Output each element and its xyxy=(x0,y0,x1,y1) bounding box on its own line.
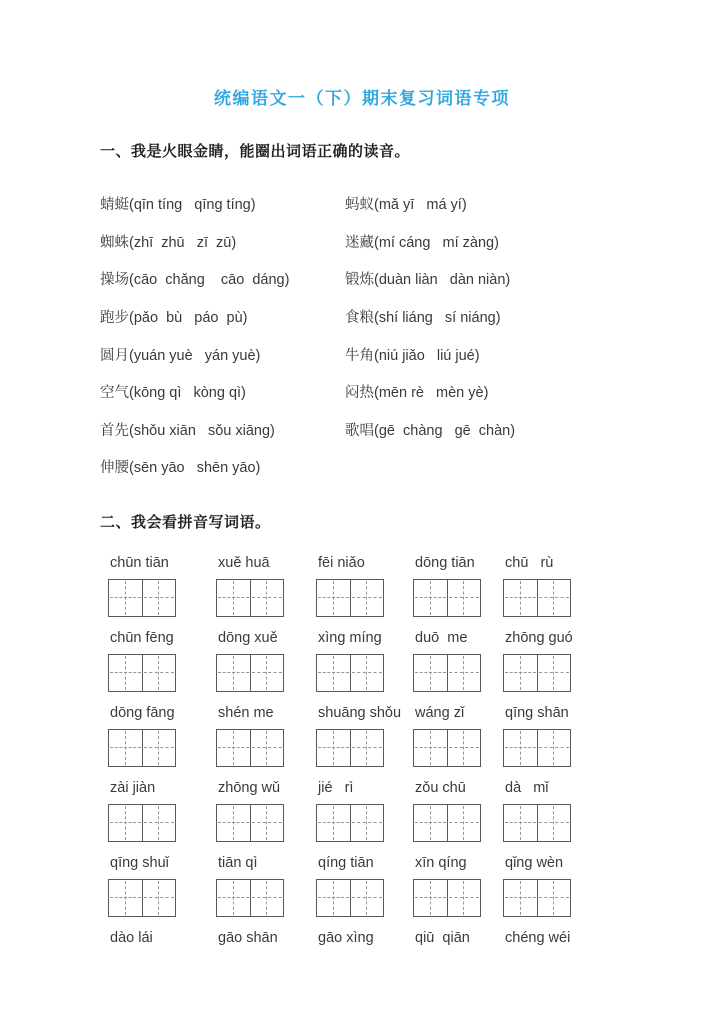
writing-grid xyxy=(316,654,384,692)
writing-grid xyxy=(413,804,481,842)
writing-grid xyxy=(413,654,481,692)
pinyin-label: xuě huā xyxy=(218,554,270,571)
pinyin-choice-item: 蚂蚁(mǎ yī má yí) xyxy=(345,197,467,214)
writing-grid xyxy=(316,729,384,767)
writing-grid xyxy=(108,579,176,617)
grid-cell xyxy=(217,580,250,616)
writing-grid xyxy=(108,879,176,917)
pinyin-label-row xyxy=(100,779,624,797)
pinyin-choice-item: 圆月(yuán yuè yán yuè) xyxy=(100,347,261,364)
pinyin-label-row xyxy=(100,554,624,572)
grid-cell xyxy=(447,580,481,616)
grid-cell xyxy=(504,730,537,766)
pinyin-choice-item: 空气(kōng qì kòng qì) xyxy=(100,385,246,402)
pinyin-label: zhōng wǔ xyxy=(218,779,281,796)
grid-cell xyxy=(537,730,571,766)
pinyin-label: qīng shuǐ xyxy=(110,854,169,871)
pinyin-choice-item: 迷藏(mí cáng mí zàng) xyxy=(345,234,499,251)
pinyin-label: qīng shān xyxy=(505,704,569,721)
grid-cell xyxy=(250,580,284,616)
writing-grid xyxy=(316,579,384,617)
pinyin-choice-item: 操场(cāo chǎng cāo dáng) xyxy=(100,272,290,289)
pinyin-write-group xyxy=(100,779,624,842)
grid-cell xyxy=(142,580,176,616)
grid-cell xyxy=(447,730,481,766)
pinyin-write-group xyxy=(100,704,624,767)
grid-cell xyxy=(142,655,176,691)
pinyin-choice-item: 跑步(pǎo bù páo pù) xyxy=(100,310,248,327)
pinyin-label: xìng míng xyxy=(318,629,382,646)
grid-cell xyxy=(250,805,284,841)
writing-grid xyxy=(316,879,384,917)
grid-cell xyxy=(414,580,447,616)
section-two-list xyxy=(100,554,624,947)
grid-cell xyxy=(447,805,481,841)
pinyin-choice-item: 蜘蛛(zhī zhū zī zū) xyxy=(100,234,237,251)
writing-grid xyxy=(413,879,481,917)
grid-cell xyxy=(142,730,176,766)
writing-grid xyxy=(503,654,571,692)
pinyin-label: zǒu chū xyxy=(415,779,466,796)
writing-grid xyxy=(503,804,571,842)
pinyin-label: gāo xìng xyxy=(318,929,374,946)
grid-cell xyxy=(504,655,537,691)
writing-grid xyxy=(316,804,384,842)
pinyin-label: dà mǐ xyxy=(505,779,549,796)
pinyin-choice-row xyxy=(100,448,624,486)
grid-cell xyxy=(317,805,350,841)
grid-cell xyxy=(217,805,250,841)
writing-grid-row xyxy=(100,579,624,617)
pinyin-label: dōng tiān xyxy=(415,554,475,571)
section-one-heading: 一、我是火眼金睛，能圈出词语正确的读音。 xyxy=(100,143,411,160)
grid-cell xyxy=(109,805,142,841)
grid-cell xyxy=(414,655,447,691)
section-two-heading: 二、我会看拼音写词语。 xyxy=(100,513,271,531)
grid-cell xyxy=(142,880,176,916)
grid-cell xyxy=(250,730,284,766)
grid-cell xyxy=(447,655,481,691)
pinyin-choice-row xyxy=(100,373,624,411)
writing-grid xyxy=(413,579,481,617)
pinyin-label: shén me xyxy=(218,704,274,721)
grid-cell xyxy=(317,730,350,766)
grid-cell xyxy=(447,880,481,916)
grid-cell xyxy=(537,880,571,916)
page-title: 统编语文一（下）期末复习词语专项 xyxy=(214,89,510,108)
pinyin-label: chūn tiān xyxy=(110,554,169,571)
pinyin-choice-item: 锻炼(duàn liàn dàn niàn) xyxy=(345,272,511,289)
pinyin-label: chéng wéi xyxy=(505,929,571,946)
pinyin-choice-item: 歌唱(gē chàng gē chàn) xyxy=(345,422,516,439)
pinyin-label-row xyxy=(100,854,624,872)
pinyin-choice-row xyxy=(100,185,624,223)
pinyin-label-row xyxy=(100,629,624,647)
pinyin-label: chū rù xyxy=(505,554,554,571)
writing-grid-row xyxy=(100,729,624,767)
grid-cell xyxy=(317,580,350,616)
pinyin-label: wáng zǐ xyxy=(415,704,465,721)
grid-cell xyxy=(317,655,350,691)
pinyin-choice-row xyxy=(100,223,624,261)
grid-cell xyxy=(350,580,384,616)
pinyin-write-group xyxy=(100,554,624,617)
grid-cell xyxy=(217,880,250,916)
pinyin-label: chūn fēng xyxy=(110,629,174,646)
writing-grid xyxy=(503,579,571,617)
pinyin-label: xīn qíng xyxy=(415,854,467,871)
pinyin-label: shuāng shǒu xyxy=(318,704,402,721)
pinyin-choice-row xyxy=(100,260,624,298)
pinyin-label: fēi niǎo xyxy=(318,554,365,571)
writing-grid xyxy=(503,729,571,767)
writing-grid-row xyxy=(100,654,624,692)
pinyin-label: qíng tiān xyxy=(318,854,374,871)
grid-cell xyxy=(414,805,447,841)
pinyin-choice-item: 伸腰(sēn yāo shēn yāo) xyxy=(100,460,261,477)
pinyin-choice-item: 蜻蜓(qīn tíng qīng tíng) xyxy=(100,197,256,214)
grid-cell xyxy=(350,730,384,766)
pinyin-choice-item: 牛角(niú jiǎo liú jué) xyxy=(345,347,480,364)
pinyin-label: dōng xuě xyxy=(218,629,278,646)
grid-cell xyxy=(504,880,537,916)
pinyin-label-row xyxy=(100,929,624,947)
grid-cell xyxy=(317,880,350,916)
pinyin-label: tiān qì xyxy=(218,854,258,871)
writing-grid xyxy=(216,729,284,767)
section-one-list xyxy=(100,185,624,486)
pinyin-label-row xyxy=(100,704,624,722)
grid-cell xyxy=(109,580,142,616)
grid-cell xyxy=(217,655,250,691)
writing-grid-row xyxy=(100,879,624,917)
writing-grid xyxy=(108,729,176,767)
pinyin-choice-row xyxy=(100,335,624,373)
grid-cell xyxy=(350,805,384,841)
grid-cell xyxy=(217,730,250,766)
writing-grid xyxy=(108,804,176,842)
pinyin-choice-row xyxy=(100,298,624,336)
grid-cell xyxy=(350,880,384,916)
pinyin-label: qiū qiān xyxy=(415,929,470,946)
grid-cell xyxy=(109,655,142,691)
pinyin-label: dōng fāng xyxy=(110,704,175,721)
pinyin-label: duō me xyxy=(415,629,468,646)
grid-cell xyxy=(537,805,571,841)
pinyin-label: gāo shān xyxy=(218,929,278,946)
grid-cell xyxy=(504,580,537,616)
pinyin-write-group xyxy=(100,629,624,692)
grid-cell xyxy=(142,805,176,841)
grid-cell xyxy=(504,805,537,841)
writing-grid-row xyxy=(100,804,624,842)
grid-cell xyxy=(537,655,571,691)
pinyin-write-group xyxy=(100,854,624,917)
pinyin-label: dào lái xyxy=(110,929,153,946)
pinyin-choice-item: 闷热(mēn rè mèn yè) xyxy=(345,385,489,402)
pinyin-choice-item: 首先(shǒu xiān sǒu xiāng) xyxy=(100,422,275,439)
grid-cell xyxy=(414,730,447,766)
grid-cell xyxy=(414,880,447,916)
writing-grid xyxy=(216,579,284,617)
pinyin-label: qǐng wèn xyxy=(505,854,564,871)
pinyin-choice-row xyxy=(100,411,624,449)
grid-cell xyxy=(537,580,571,616)
writing-grid xyxy=(216,879,284,917)
pinyin-label: zhōng guó xyxy=(505,629,573,646)
writing-grid xyxy=(216,804,284,842)
grid-cell xyxy=(109,880,142,916)
grid-cell xyxy=(109,730,142,766)
pinyin-choice-item: 食粮(shí liáng sí niáng) xyxy=(345,310,501,327)
writing-grid xyxy=(216,654,284,692)
writing-grid xyxy=(503,879,571,917)
writing-grid xyxy=(108,654,176,692)
pinyin-write-group xyxy=(100,929,624,947)
pinyin-label: jié rì xyxy=(318,779,354,796)
pinyin-label: zài jiàn xyxy=(110,779,156,796)
grid-cell xyxy=(250,655,284,691)
grid-cell xyxy=(350,655,384,691)
writing-grid xyxy=(413,729,481,767)
grid-cell xyxy=(250,880,284,916)
